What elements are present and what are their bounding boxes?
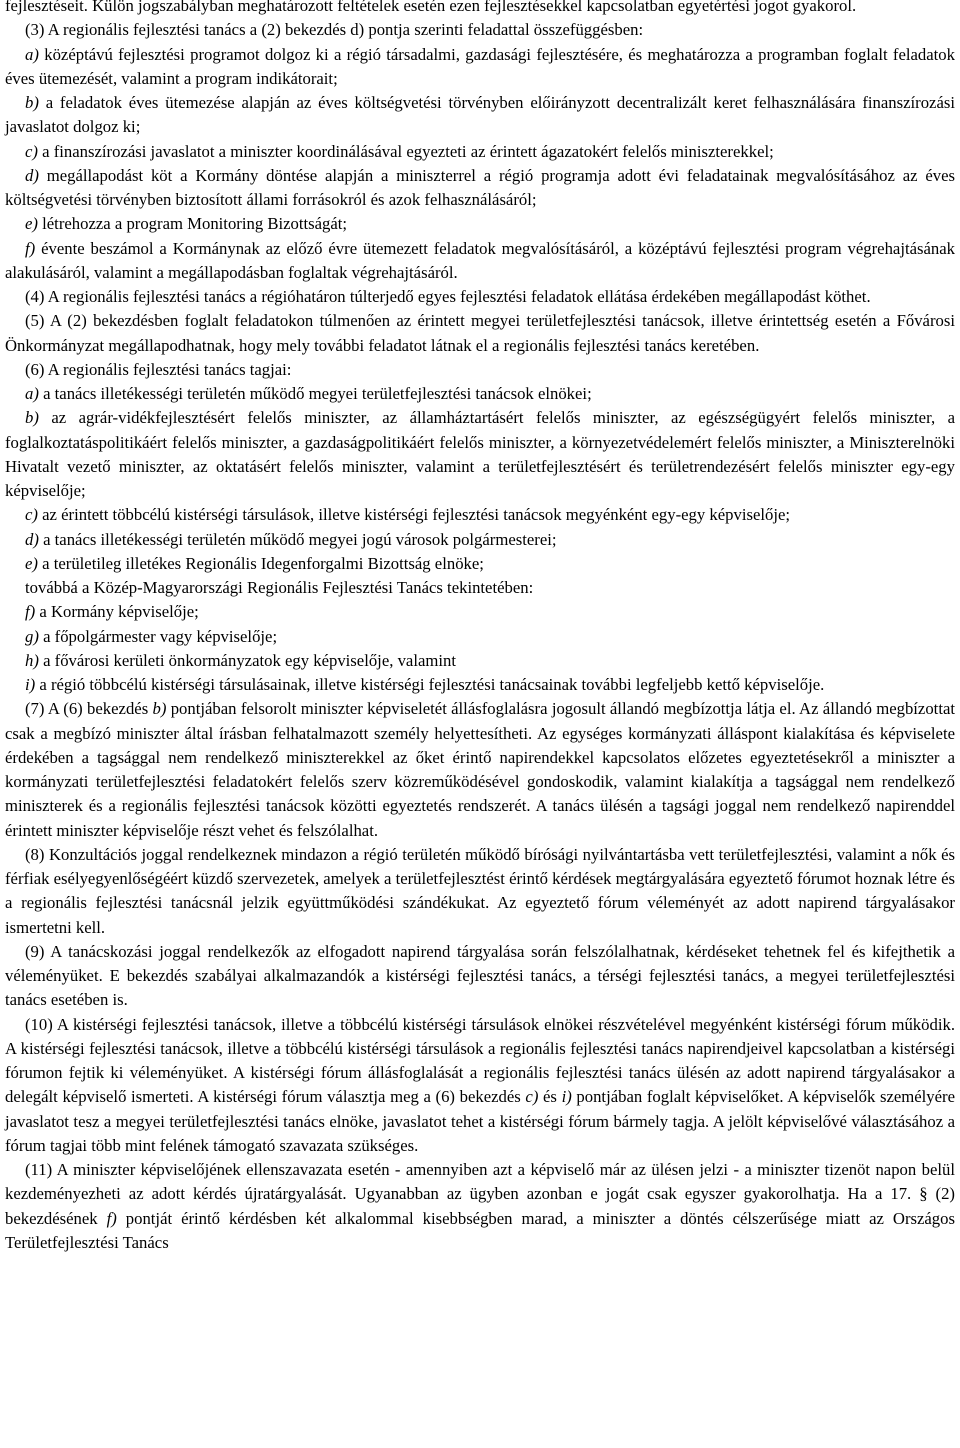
list-item xyxy=(5,382,955,406)
paragraph xyxy=(5,285,955,309)
paragraph xyxy=(5,0,955,18)
document-body xyxy=(5,0,955,1255)
list-item-label: c) xyxy=(25,505,38,525)
paragraph-text: (4) A regionális fejlesztési tanács a régióhatáron túlterjedő egyes fejlesztési feladatok ellátása érdekében megállapodást köthet. xyxy=(25,287,871,306)
list-item xyxy=(5,600,955,624)
list-item-label: b) xyxy=(25,93,39,112)
list-item xyxy=(5,406,955,503)
list-item-text: az agrár-vidékfejlesztésért felelős miniszter, az államháztartásért felelős miniszter, az egészségügyért felelős miniszter, a foglalkoztatáspolitikáért felelős miniszter, a gazdaságpolitikáért felelős miniszter, a környezetvédelemért felelős miniszter, a Miniszterelnöki Hivatalt vezető miniszter, az oktatásért felelős miniszter, valamint a területfejlesztésért és területrendezésért felelős miniszter egy-egy képviselője; xyxy=(5,408,955,500)
list-item-text: a régió többcélú kistérségi társulásainak, illetve kistérségi fejlesztési tanácsainak további legfeljebb kettő képviselője. xyxy=(39,675,825,694)
point-reference: f) xyxy=(106,1208,117,1228)
list-item-text: a főpolgármester vagy képviselője; xyxy=(43,626,278,646)
list-item-label: d) xyxy=(25,529,39,549)
list-item xyxy=(5,552,955,576)
paragraph-text: (3) A regionális fejlesztési tanács a (2) bekezdés d) pontja szerinti feladattal összefüggésben: xyxy=(25,20,644,40)
paragraph-text: (7) A (6) bekezdés xyxy=(25,699,153,719)
list-item-text: a területileg illetékes Regionális Idegenforgalmi Bizottság elnöke; xyxy=(42,553,484,573)
list-item-text: középtávú fejlesztési programot dolgoz ki a régió társadalmi, gazdasági fejlesztésére, és meghatározza a programban foglalt feladatok éves ütemezését, valamint a program indikátorait; xyxy=(5,44,955,88)
list-item-text: létrehozza a program Monitoring Bizottságát; xyxy=(42,214,348,234)
list-item-text: a feladatok éves ütemezése alapján az éves költségvetési törvényben előirányzott decentralizált keret felhasználására finanszírozási javaslatot dolgoz ki; xyxy=(5,93,955,137)
paragraph xyxy=(5,697,955,843)
list-item-label: g) xyxy=(25,626,39,646)
list-item-label: a) xyxy=(25,384,39,403)
list-item-label: e) xyxy=(25,553,38,573)
list-item-label: a) xyxy=(25,44,39,64)
paragraph xyxy=(5,358,955,382)
paragraph-text: (9) A tanácskozási joggal rendelkezők az elfogadott napirend tárgyalása során felszólalhatnak, kérdéseket tehetnek fel és kifejthetik a véleményüket. E bekezdés szabályai alkalmazandók a kistérségi fejlesztési tanács, a térségi fejlesztési tanács, a megyei területfejlesztési tanács esetében is. xyxy=(5,941,955,1010)
paragraph-text: (6) A regionális fejlesztési tanács tagjai: xyxy=(25,359,292,379)
list-item xyxy=(5,43,955,92)
paragraph-text: pontjában foglalt képviselőket. A képviselők személyére javaslatot tesz a megyei területfejlesztési tanács elnöke, javaslatot tehet a kistérségi fórum bármely tagja. A jelölt képviselővé választásához a fórum tagjai több mint felének támogató szavazata szükséges. xyxy=(5,1087,956,1155)
list-item xyxy=(5,140,955,164)
paragraph-text: (10) A kistérségi fejlesztési tanácsok, illetve a többcélú kistérségi társulások elnökei részvételével megyénként kistérségi fórum működik. A kistérségi fejlesztési tanácsok, illetve a többcélú kistérségi társulások a regionális fejlesztési tanács napirendjeivel kapcsolatban a kistérségi fórumon fejtik ki véleményüket. A kistérségi fórum állásfoglalását a regionális fejlesztési tanács ülésén az adott napirend tárgyalásakor a delegált képviselő ismerteti. A kistérségi fórum választja meg a (6) bekezdés xyxy=(5,1014,955,1107)
paragraph-text: és xyxy=(538,1087,562,1107)
list-item-text: a fővárosi kerületi önkormányzatok egy képviselője, valamint xyxy=(43,650,456,670)
list-item xyxy=(5,212,955,236)
paragraph-text: pontjában felsorolt miniszter képviseletét állásfoglalásra jogosult állandó megbízottja látja el. Az állandó megbízottat csak a megbízó miniszter által írásban felhatalmazott személy helyettesítheti. Az egységes kormányzati álláspont kialakítása és képviselete érdekében a tagsággal nem rendelkező miniszterekkel az őket érintő napirendekkel kapcsolatos előzetes egyeztetésekről a miniszter a kormányzati területfejlesztési feladatokért felelős szerv közreműködésével gondoskodik, valamint kialakítja a tagsággal nem rendelkező miniszterek és a regionális fejlesztési tanácsok közötti egyeztetés rendszerét. A tanács ülésén a tagsági joggal nem rendelkező napirenddel érintett miniszter képviselője részt vehet és felszólalhat. xyxy=(5,699,955,840)
list-item-text: megállapodást köt a Kormány döntése alapján a miniszterrel a régió programja adott évi feladatainak megvalósításához az éves költségvetési törvényben biztosított állami forrásokról és azok felhasználásáról; xyxy=(5,165,955,209)
list-item-label: e) xyxy=(25,214,38,234)
list-item xyxy=(5,91,955,140)
list-item xyxy=(5,673,955,697)
list-item-label: h) xyxy=(25,650,39,670)
list-item-text: a finanszírozási javaslatot a miniszter koordinálásával egyezteti az érintett ágazatokért felelős miniszterekkel; xyxy=(42,141,774,161)
list-item-text: a tanács illetékességi területén működő megyei jogú városok polgármesterei; xyxy=(43,529,557,549)
point-reference: b) xyxy=(152,699,167,719)
list-item xyxy=(5,649,955,673)
paragraph xyxy=(5,576,955,600)
paragraph xyxy=(5,1158,955,1255)
list-item-label: c) xyxy=(25,141,38,161)
list-item xyxy=(5,625,955,649)
list-item xyxy=(5,503,955,527)
paragraph xyxy=(5,843,955,940)
paragraph-text: (5) A (2) bekezdésben foglalt feladatokon túlmenően az érintett megyei területfejlesztési tanácsok, illetve érintettség esetén a Fővárosi Önkormányzat megállapodhatnak, hogy mely további feladatot látnak el a regionális fejlesztési tanács keretében. xyxy=(5,311,955,355)
list-item-label: i) xyxy=(25,675,36,694)
list-item-text: a Kormány képviselője; xyxy=(39,602,199,622)
paragraph-text: fejlesztéseit. Külön jogszabályban meghatározott feltételek esetén ezen fejlesztésekkel kapcsolatban egyetértési jogot gyakorol. xyxy=(5,0,857,15)
list-item xyxy=(5,164,955,213)
list-item-text: az érintett többcélú kistérségi társulások, illetve kistérségi fejlesztési tanácsok megyénként egy-egy képviselője; xyxy=(42,505,791,525)
list-item-label: b) xyxy=(25,408,39,428)
paragraph xyxy=(5,309,955,358)
list-item xyxy=(5,528,955,552)
paragraph-text: pontját érintő kérdésben két alkalommal kisebbségben marad, a miniszter a döntés célszerűsége miatt az Országos Területfejlesztési Tanács xyxy=(5,1208,955,1252)
paragraph-text: (8) Konzultációs joggal rendelkeznek mindazon a régió területén működő bírósági nyilvántartásba vett területfejlesztési, valamint a nők és férfiak esélyegyenlőségéért küzdő szervezetek, amelyek a területfejlesztést érintő kérdések megtárgyalására egyeztető fórumot hoznak létre és a regionális fejlesztési tanácsnál jelzik együttműködési szándékukat. Az egyeztető fórum véleményét az adott napirend tárgyalásakor ismertetni kell. xyxy=(5,844,955,937)
point-reference: c) xyxy=(525,1087,539,1107)
list-item-text: a tanács illetékességi területén működő megyei területfejlesztési tanácsok elnökei; xyxy=(43,384,592,403)
list-item-text: évente beszámol a Kormánynak az előző évre ütemezett feladatok megvalósításáról, a középtávú fejlesztési program végrehajtásának alakulásáról, valamint a megállapodásban foglaltak végrehajtásáról. xyxy=(5,238,956,282)
point-reference: i) xyxy=(561,1087,572,1107)
list-item-label: f) xyxy=(25,238,36,258)
paragraph xyxy=(5,18,955,42)
paragraph-text: (11) A miniszter képviselőjének ellenszavazata esetén - amennyiben azt a képviselő már az ülésen jelzi - a miniszter tizenöt napon belül kezdeményezheti az adott kérdés újratárgyalását. Ugyanabban az ügyben azonban e jogát csak egyszer gyakorolhatja. Ha a 17. § (2) bekezdésének xyxy=(5,1160,955,1228)
list-item-label: d) xyxy=(25,165,39,185)
list-item-label: f) xyxy=(25,602,36,622)
paragraph-text: továbbá a Közép-Magyarországi Regionális Fejlesztési Tanács tekintetében: xyxy=(25,578,534,597)
paragraph xyxy=(5,940,955,1013)
list-item xyxy=(5,237,955,286)
paragraph xyxy=(5,1013,955,1159)
